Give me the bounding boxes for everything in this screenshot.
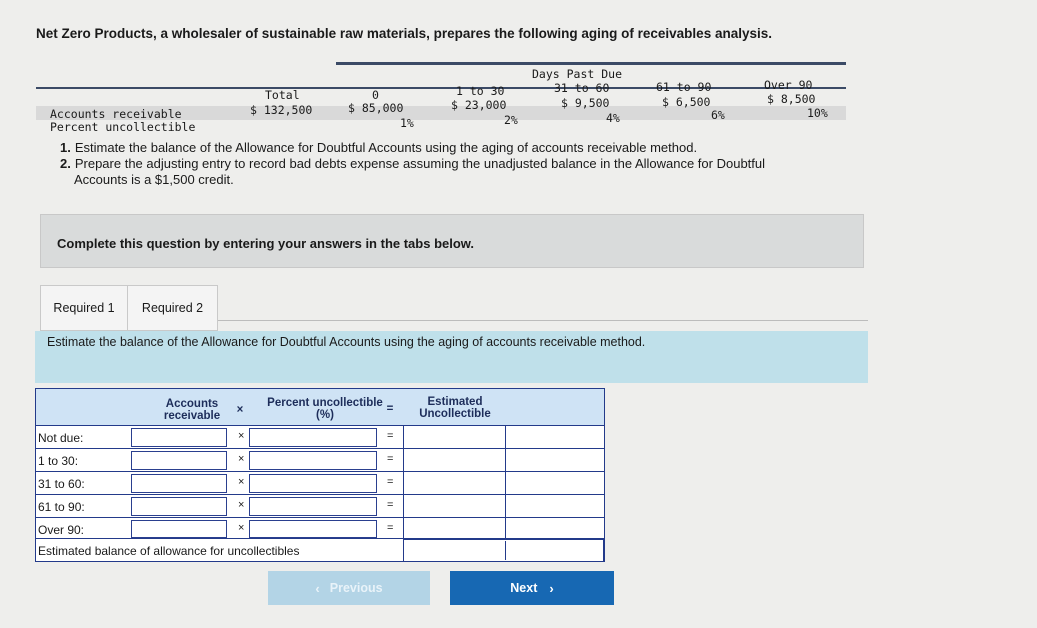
aging-pct-1-30: 2% [504,113,518,127]
tab-required-2[interactable]: Required 2 [128,285,218,331]
header-equals: = [386,403,394,415]
question-1-text: Estimate the balance of the Allowance for Doubtful Accounts using the aging of accounts receivable method. [74,140,698,155]
aging-pct-0: 1% [400,116,414,130]
question-2 [60,156,765,172]
est-cell-61-90[interactable] [403,495,505,518]
answer-total-row [35,539,605,562]
question-2-number: 2. [60,156,71,171]
answer-row-31-60 [35,472,605,495]
equals-sign: = [387,522,394,534]
row-label: Over 90: [38,523,85,537]
header-estimated-uncollectible: Estimated Uncollectible [419,396,491,420]
times-sign: × [238,430,245,442]
question-2-text-cont: Accounts is a $1,500 credit. [74,172,234,187]
times-sign: × [238,476,245,488]
question-list [60,140,765,188]
row-label: 1 to 30: [38,454,79,468]
chevron-left-icon: ‹ [315,580,320,596]
complete-prompt-box [40,214,864,268]
total-label: Estimated balance of allowance for uncollectibles [38,544,300,558]
question-2-continued [60,172,765,188]
aging-col-total: Total [265,88,300,102]
est-cell-31-60[interactable] [403,472,505,495]
aging-ar-31-60: $ 9,500 [561,96,610,110]
row-label: Not due: [38,431,84,445]
aging-col-61-90: 61 to 90 [656,80,712,94]
aging-ar-1-30: $ 23,000 [451,98,507,112]
chevron-right-icon: › [549,580,554,596]
pct-input-61-90[interactable] [249,497,377,516]
aging-col-0: 0 [372,88,379,102]
previous-label: Previous [329,581,383,595]
tab-required-1[interactable]: Required 1 [40,285,128,331]
aging-ar-total: $ 132,500 [250,103,313,117]
est-cell-1-30[interactable] [403,449,505,472]
header-accounts-receivable: Accounts receivable [163,398,221,422]
aging-col-over-90: Over 90 [764,78,813,92]
header-times: × [236,404,244,416]
aging-top-rule [336,62,846,65]
aging-ar-61-90: $ 6,500 [662,95,711,109]
equals-sign: = [387,453,394,465]
question-1-number: 1. [60,140,71,155]
aging-ar-0: $ 85,000 [348,101,404,115]
answer-row-not-due [35,426,605,449]
row-label: 61 to 90: [38,500,85,514]
ar-input-over-90[interactable] [131,520,227,538]
times-sign: × [238,453,245,465]
answer-row-over-90 [35,518,605,539]
aging-row-pct-label: Percent uncollectible [50,120,196,134]
question-2-text: Prepare the adjusting entry to record bad debts expense assuming the unadjusted balance in the Allowance for Doubtful [74,156,766,171]
next-label: Next [510,581,538,595]
answer-row-61-90 [35,495,605,518]
aging-pct-over-90: 10% [807,106,828,120]
aging-col-31-60: 31 to 60 [554,81,610,95]
row-label: 31 to 60: [38,477,85,491]
aging-row-ar-label: Accounts receivable [50,107,182,121]
times-sign: × [238,522,245,534]
equals-sign: = [387,499,394,511]
answer-row-1-30 [35,449,605,472]
pct-input-over-90[interactable] [249,520,377,538]
ar-input-61-90[interactable] [131,497,227,516]
instruction-text: Estimate the balance of the Allowance for Doubtful Accounts using the aging of accounts receivable method. [47,335,646,349]
total-allowance-input[interactable] [403,539,604,562]
answer-table-header [35,388,605,426]
complete-prompt: Complete this question by entering your answers in the tabs below. [57,236,475,251]
aging-table [36,62,846,134]
equals-sign: = [387,430,394,442]
answer-table [35,388,605,562]
ar-input-1-30[interactable] [131,451,227,470]
question-1 [60,140,765,156]
aging-pct-61-90: 6% [711,108,725,122]
next-button[interactable] [450,571,614,605]
aging-col-1-30: 1 to 30 [456,84,505,98]
times-sign: × [238,499,245,511]
column-divider [505,426,506,539]
previous-button[interactable] [268,571,430,605]
aging-ar-over-90: $ 8,500 [767,92,816,106]
instruction-panel [35,331,868,383]
aging-pct-31-60: 4% [606,111,620,125]
total-input-divider [505,541,506,560]
aging-header-rule [36,87,846,89]
ar-input-not-due[interactable] [131,428,227,447]
intro-text: Net Zero Products, a wholesaler of sustainable raw materials, prepares the following aging of receivables analysis. [36,26,772,41]
aging-group-header: Days Past Due [532,67,623,81]
equals-sign: = [387,476,394,488]
est-cell-not-due[interactable] [403,426,505,449]
est-cell-over-90[interactable] [403,518,505,539]
pct-input-1-30[interactable] [249,451,377,470]
pct-input-31-60[interactable] [249,474,377,493]
header-percent-uncollectible: Percent uncollectible (%) [267,397,383,421]
pct-input-not-due[interactable] [249,428,377,447]
tab-divider [218,320,868,321]
ar-input-31-60[interactable] [131,474,227,493]
